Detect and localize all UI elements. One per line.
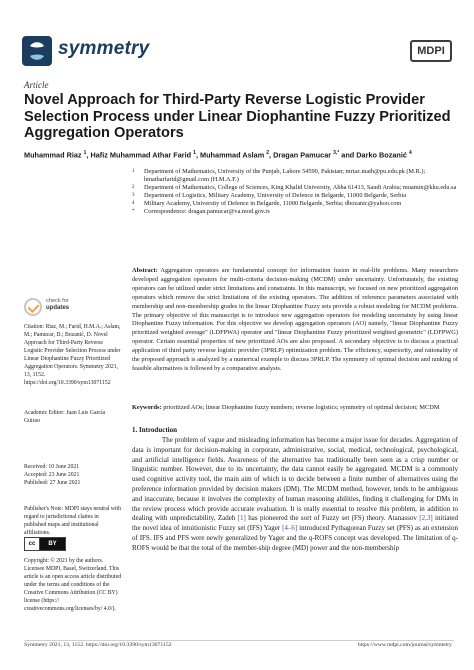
- cc-icon: cc: [25, 538, 40, 550]
- section-heading: 1. Introduction: [132, 426, 177, 434]
- academic-editor: Academic Editor: Juan Luis García Guirao: [24, 410, 106, 425]
- reference-link[interactable]: [2,3]: [419, 514, 433, 523]
- author-name: Dragan Pamucar: [273, 150, 332, 160]
- mdpi-logo[interactable]: MDPI: [410, 40, 452, 62]
- author-affil-sup: 3,*: [333, 150, 340, 156]
- affiliation-number: *: [132, 208, 135, 214]
- check-updates-line1: check for: [46, 298, 69, 304]
- dates: [24, 463, 122, 487]
- check-updates-line2: updates: [46, 304, 70, 311]
- date-published: Published: 27 June 2021: [24, 480, 81, 487]
- affiliation-number: 3: [132, 192, 135, 198]
- reference-link[interactable]: [4–6]: [282, 524, 298, 533]
- date-accepted: Accepted: 23 June 2021: [24, 472, 80, 479]
- affiliation-text: Department of Logistics, Military Academy, University of Defence in Belgarde, 11000 Belgarde, Serbia: [144, 191, 406, 199]
- author-name: Darko Bozanić: [356, 150, 407, 160]
- author-affil-sup: 1: [83, 150, 87, 156]
- affiliation-text[interactable]: Department of Mathematics, College of Sciences, King Khalid University, Abha 61413, Saudi Arabia; muamin@kku.edu.sa: [144, 183, 457, 191]
- reference-link[interactable]: [1]: [237, 514, 246, 523]
- article-type: Article: [24, 80, 49, 90]
- author-name: Muhammad Riaz: [24, 150, 82, 160]
- correspondence: [132, 208, 457, 216]
- correspondence-text[interactable]: Correspondence: dragan.pamucar@va.mod.gov.rs: [144, 207, 270, 215]
- abstract: [132, 267, 458, 374]
- date-received: Received: 10 June 2021: [24, 464, 80, 470]
- affiliation-text[interactable]: Military Academy, University of Defence in Belgarde, 11000 Belgarde, Serbia; dbozanic@yahoo.com: [144, 199, 402, 207]
- symmetry-logo-icon: [22, 36, 52, 66]
- affiliation-number: 4: [132, 200, 135, 206]
- article-title: Novel Approach for Third-Party Reverse Logistic Provider Selection Process under Linear Diophantine Fuzzy Prioritized Aggregation Operators: [24, 92, 451, 141]
- affiliation-number: 2: [132, 184, 135, 190]
- author-affil-sup: 2: [266, 150, 270, 156]
- copyright[interactable]: Copyright: © 2021 by the authors. Licensee MDPI, Basel, Switzerland. This article is an open access article distributed under the terms and conditions of the Creative Commons Attribution (CC BY) license (https:// creativecommons.org/licenses/by/ 4.0/).: [24, 558, 122, 613]
- keywords-label: Keywords:: [132, 404, 162, 411]
- author-affil-sup: 1: [193, 150, 196, 156]
- affiliation-number: 1: [132, 169, 135, 174]
- author-name: Hafiz Muhammad Athar Farid: [90, 150, 192, 160]
- affiliations: [132, 168, 457, 215]
- publisher-note: Publisher's Note: MDPI stays neutral with regard to jurisdictional claims in published maps and institutional affiliations.: [24, 506, 122, 537]
- author-affil-sup: 4: [409, 150, 412, 156]
- abstract-label: Abstract:: [132, 267, 158, 274]
- journal-name[interactable]: symmetry: [58, 38, 150, 59]
- footer-journal-url[interactable]: https://www.mdpi.com/journal/symmetry: [357, 642, 452, 648]
- author-list: Muhammad Riaz $^1$, Hafiz Muhammad Athar Farid $^1$, Muhammad Aslam $^2$, Dragan Pamucar $^{3,*}$ and Darko Bozanić $^4$: [24, 150, 412, 160]
- check-updates-label: [46, 298, 69, 312]
- footer-citation[interactable]: Symmetry 2021, 13, 1152. https://doi.org/10.3390/sym13071152: [24, 642, 172, 648]
- cc-by-license-badge[interactable]: [24, 537, 66, 551]
- check-updates-icon: [24, 298, 42, 316]
- intro-text: has pioneered the sort of Fuzzy set (FS) theory. Atanassov: [245, 514, 420, 523]
- intro-text: The problem of vague and misleading information has become a major issue for decades. Aggregation of data is important for decision-making in corporate, administrative, social, medical, technological, psychological, and artificial intelligence fields. Awareness of the alternative has traditionally been seen as a crisp number or linguistic number. However, due to its uncertainty, the data cannot easily be aggregated. MCDM is a commonly used cognitive activity tool, the main aim of which is to decide between a finite number of alternatives using the preference information provided by decision makers (DM). The MCDM method, however, tends to be ambiguous and inaccurate, because it involves the complexity of human reasoning abilities, finding it challenging for DMs in the review process which provide accurate evaluation. It is really essential to resolve this problem, in addition to dealing with unpredictability, Zadeh: [132, 436, 458, 523]
- citation[interactable]: Citation: Riaz, M.; Farid, H.M.A.; Aslam, M.; Pamucar, D.; Bozanić, D. Novel Approach for Third-Party Reverse Logistic Provider Selection Process under Linear Diophantine Fuzzy Prioritized Aggregation Operators. Symmetry 2021, 13, 1152. https://doi.org/10.3390/sym13071152: [24, 324, 121, 387]
- affiliation: [132, 168, 457, 184]
- footer-divider: [24, 640, 454, 641]
- affiliation: [132, 192, 457, 200]
- intro-text: introduced Pythagorean Fuzzy set (PFS) as an extension of IFS. IFS and PFS were newly generalized by Yager and the q-ROFS concept was developed. The limitation of q-ROFS would be that the total of the member-ship degree (MD) power and the non-membership: [132, 524, 458, 552]
- affiliation-text[interactable]: Department of Mathematics, University of the Punjab, Lahore 54590, Pakistan; mriaz.math@pu.edu.pk (M.R.); hmatharfarid@gmail.com (H.M.A.F.): [144, 168, 426, 183]
- intro-paragraph: [132, 436, 458, 554]
- abstract-text: Aggregation operators are fundamental concept for information fusion in real-life problems. Many researchers developed aggregation operators for multi-criteria decision-making (MCDM) under uncertainty. Unfortunately, the existing operators can be utilized under strict limitations and constraints. In this manuscript, we focused on new prioritized aggregation operators which remove the strict limitations of the existing operators. The addition of reference parameters associated with membership and non-membership grades in the linear Diophantine Fuzzy sets provide a robust modeling for MCDM problems. The primary objective of this manuscript is to introduce new aggregation operators for modeling uncertainty by using linear Diophantine Fuzzy information. For this objective we develop aggregation operators (AO) namely, "linear Diophantine Fuzzy prioritized weighted average" (LDFPWA) operator and "linear Diophantine Fuzzy prioritized weighted geometric" (LDFPWG) operator. Certain essential properties of new prioritized AOs are also proposed. A secondary objective is to discuss a practical application of third party reverse logistic provider (3PRLP) optimization problem. The efficiency, superiority, and rationality of the proposed approach is analyzed by a numerical example to discuss 3PRLP. The symmetry of optimal decision and ranking of feasible alternatives is followed by a comparative analysis.: [132, 267, 458, 372]
- by-icon: BY: [40, 538, 65, 550]
- author-name: Muhammad Aslam: [200, 150, 265, 160]
- affiliation: [132, 184, 457, 192]
- check-for-updates-button[interactable]: [24, 296, 84, 320]
- intro-text: initiated the novel idea of intuitionistic Fuzzy set (IFS) Yager: [132, 514, 458, 533]
- keywords-text: prioritized AOs; linear Diophantine fuzzy numbers; reverse logistics; symmetry of optimal decision; MCDM: [163, 404, 440, 411]
- affiliation: [132, 200, 457, 208]
- keywords: [132, 404, 458, 413]
